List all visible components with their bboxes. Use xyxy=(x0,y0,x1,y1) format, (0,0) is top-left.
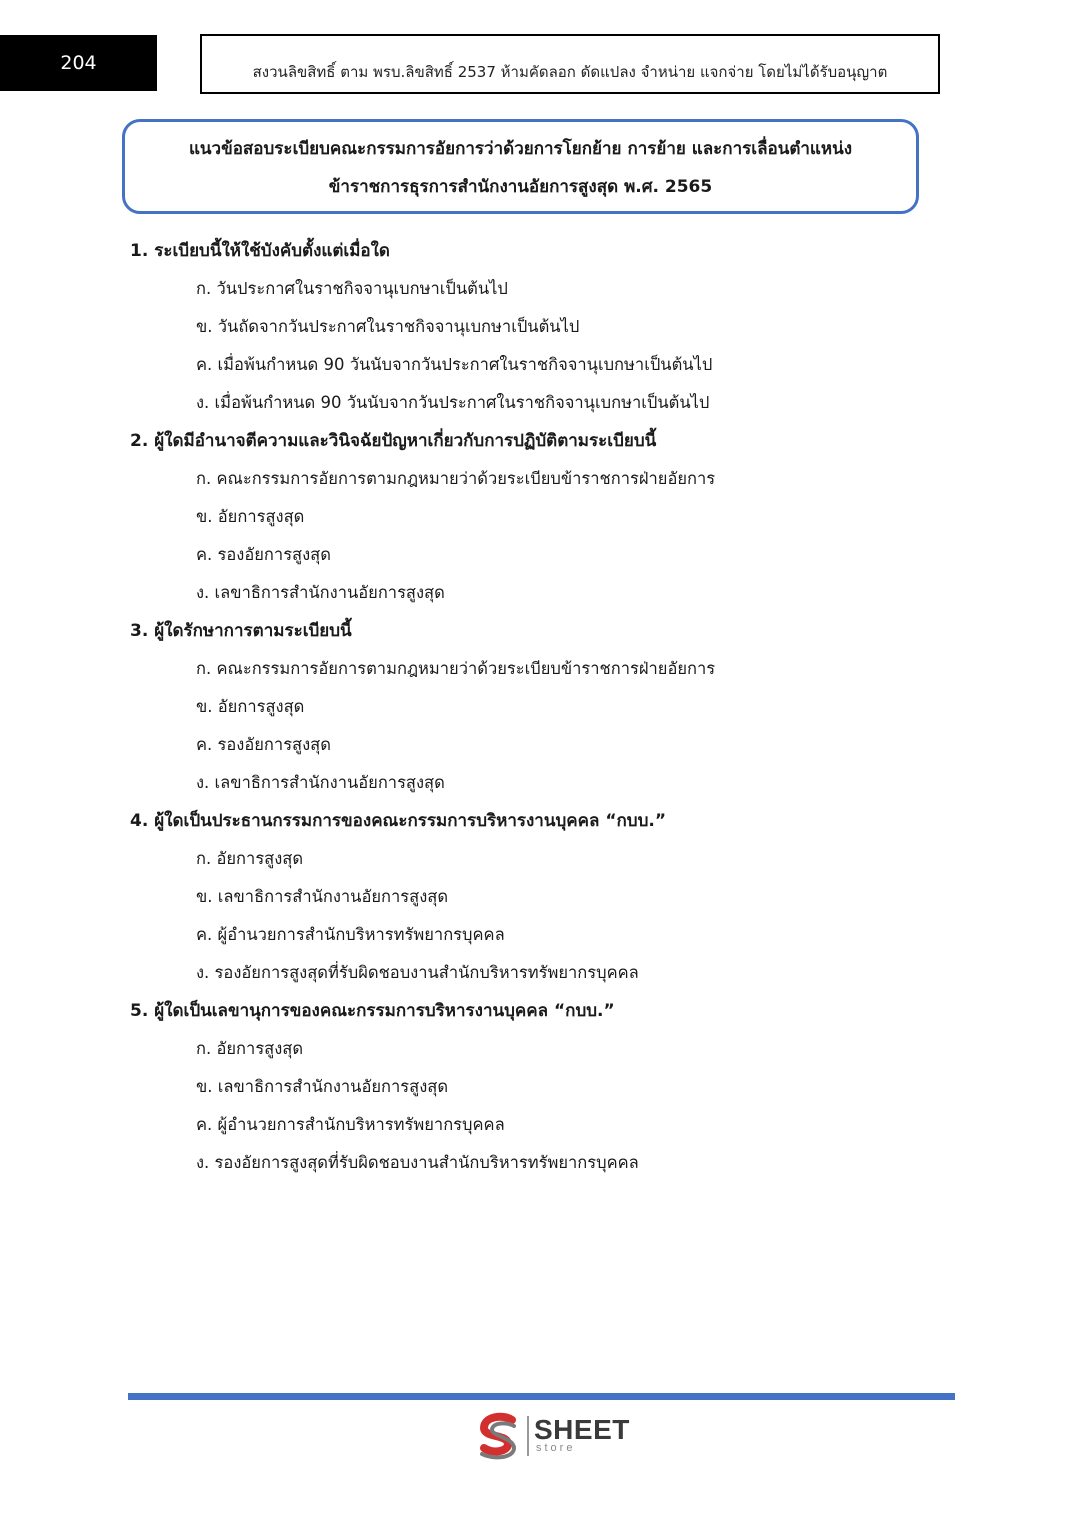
question-text: 4. ผู้ใดเป็นประธานกรรมการของคณะกรรมการบริหารงานบุคคล “กบบ.” xyxy=(130,811,667,831)
option-c: ค. เมื่อพ้นกำหนด 90 วันนับจากวันประกาศในราชกิจจานุเบกษาเป็นต้นไป xyxy=(196,355,713,374)
title-line-2: ข้าราชการธุรการสำนักงานอัยการสูงสุด พ.ศ. 2565 xyxy=(328,177,713,197)
page-number: 204 xyxy=(0,35,157,91)
option-d: ง. เลขาธิการสำนักงานอัยการสูงสุด xyxy=(196,583,445,602)
title-line-1: แนวข้อสอบระเบียบคณะกรรมการอัยการว่าด้วยการโยกย้าย การย้าย และการเลื่อนตำแหน่ง xyxy=(188,139,853,159)
question-text: 2. ผู้ใดมีอำนาจตีความและวินิจฉัยปัญหาเกี่ยวกับการปฏิบัติตามระเบียบนี้ xyxy=(130,431,657,451)
option-a: ก. อัยการสูงสุด xyxy=(196,849,304,868)
option-b: ข. เลขาธิการสำนักงานอัยการสูงสุด xyxy=(196,1077,449,1096)
logo-s-icon xyxy=(474,1412,524,1462)
question-list xyxy=(130,232,990,1182)
option-a: ก. วันประกาศในราชกิจจานุเบกษาเป็นต้นไป xyxy=(196,279,508,298)
option-c: ค. รองอัยการสูงสุด xyxy=(196,735,331,754)
question-text: 5. ผู้ใดเป็นเลขานุการของคณะกรรมการบริหารงานบุคคล “กบบ.” xyxy=(130,1001,615,1021)
question-2 xyxy=(130,422,990,612)
question-5 xyxy=(130,992,990,1182)
question-text: 1. ระเบียบนี้ให้ใช้บังคับตั้งแต่เมื่อใด xyxy=(130,241,390,261)
question-3 xyxy=(130,612,990,802)
logo-divider xyxy=(527,1416,529,1456)
logo-wordmark: SHEET xyxy=(534,1414,630,1445)
option-b: ข. อัยการสูงสุด xyxy=(196,507,305,526)
option-a: ก. อัยการสูงสุด xyxy=(196,1039,304,1058)
option-d: ง. เลขาธิการสำนักงานอัยการสูงสุด xyxy=(196,773,445,792)
logo-subtext: store xyxy=(536,1442,576,1454)
option-c: ค. รองอัยการสูงสุด xyxy=(196,545,331,564)
option-b: ข. วันถัดจากวันประกาศในราชกิจจานุเบกษาเป็นต้นไป xyxy=(196,317,580,336)
document-title xyxy=(122,119,919,214)
question-1 xyxy=(130,232,990,422)
option-a: ก. คณะกรรมการอัยการตามกฎหมายว่าด้วยระเบียบข้าราชการฝ่ายอัยการ xyxy=(196,469,716,488)
option-d: ง. รองอัยการสูงสุดที่รับผิดชอบงานสำนักบริหารทรัพยากรบุคคล xyxy=(196,963,639,982)
option-a: ก. คณะกรรมการอัยการตามกฎหมายว่าด้วยระเบียบข้าราชการฝ่ายอัยการ xyxy=(196,659,716,678)
option-d: ง. เมื่อพ้นกำหนด 90 วันนับจากวันประกาศในราชกิจจานุเบกษาเป็นต้นไป xyxy=(196,393,710,412)
option-b: ข. อัยการสูงสุด xyxy=(196,697,305,716)
option-b: ข. เลขาธิการสำนักงานอัยการสูงสุด xyxy=(196,887,449,906)
sheet-store-logo xyxy=(474,1410,634,1462)
copyright-notice: สงวนลิขสิทธิ์ ตาม พรบ.ลิขสิทธิ์ 2537 ห้ามคัดลอก ดัดแปลง จำหน่าย แจกจ่าย โดยไม่ได้รับอนุญาต xyxy=(200,34,940,94)
question-4 xyxy=(130,802,990,992)
footer-divider xyxy=(128,1393,955,1400)
option-c: ค. ผู้อำนวยการสำนักบริหารทรัพยากรบุคคล xyxy=(196,925,505,944)
option-c: ค. ผู้อำนวยการสำนักบริหารทรัพยากรบุคคล xyxy=(196,1115,505,1134)
option-d: ง. รองอัยการสูงสุดที่รับผิดชอบงานสำนักบริหารทรัพยากรบุคคล xyxy=(196,1153,639,1172)
question-text: 3. ผู้ใดรักษาการตามระเบียบนี้ xyxy=(130,621,352,641)
